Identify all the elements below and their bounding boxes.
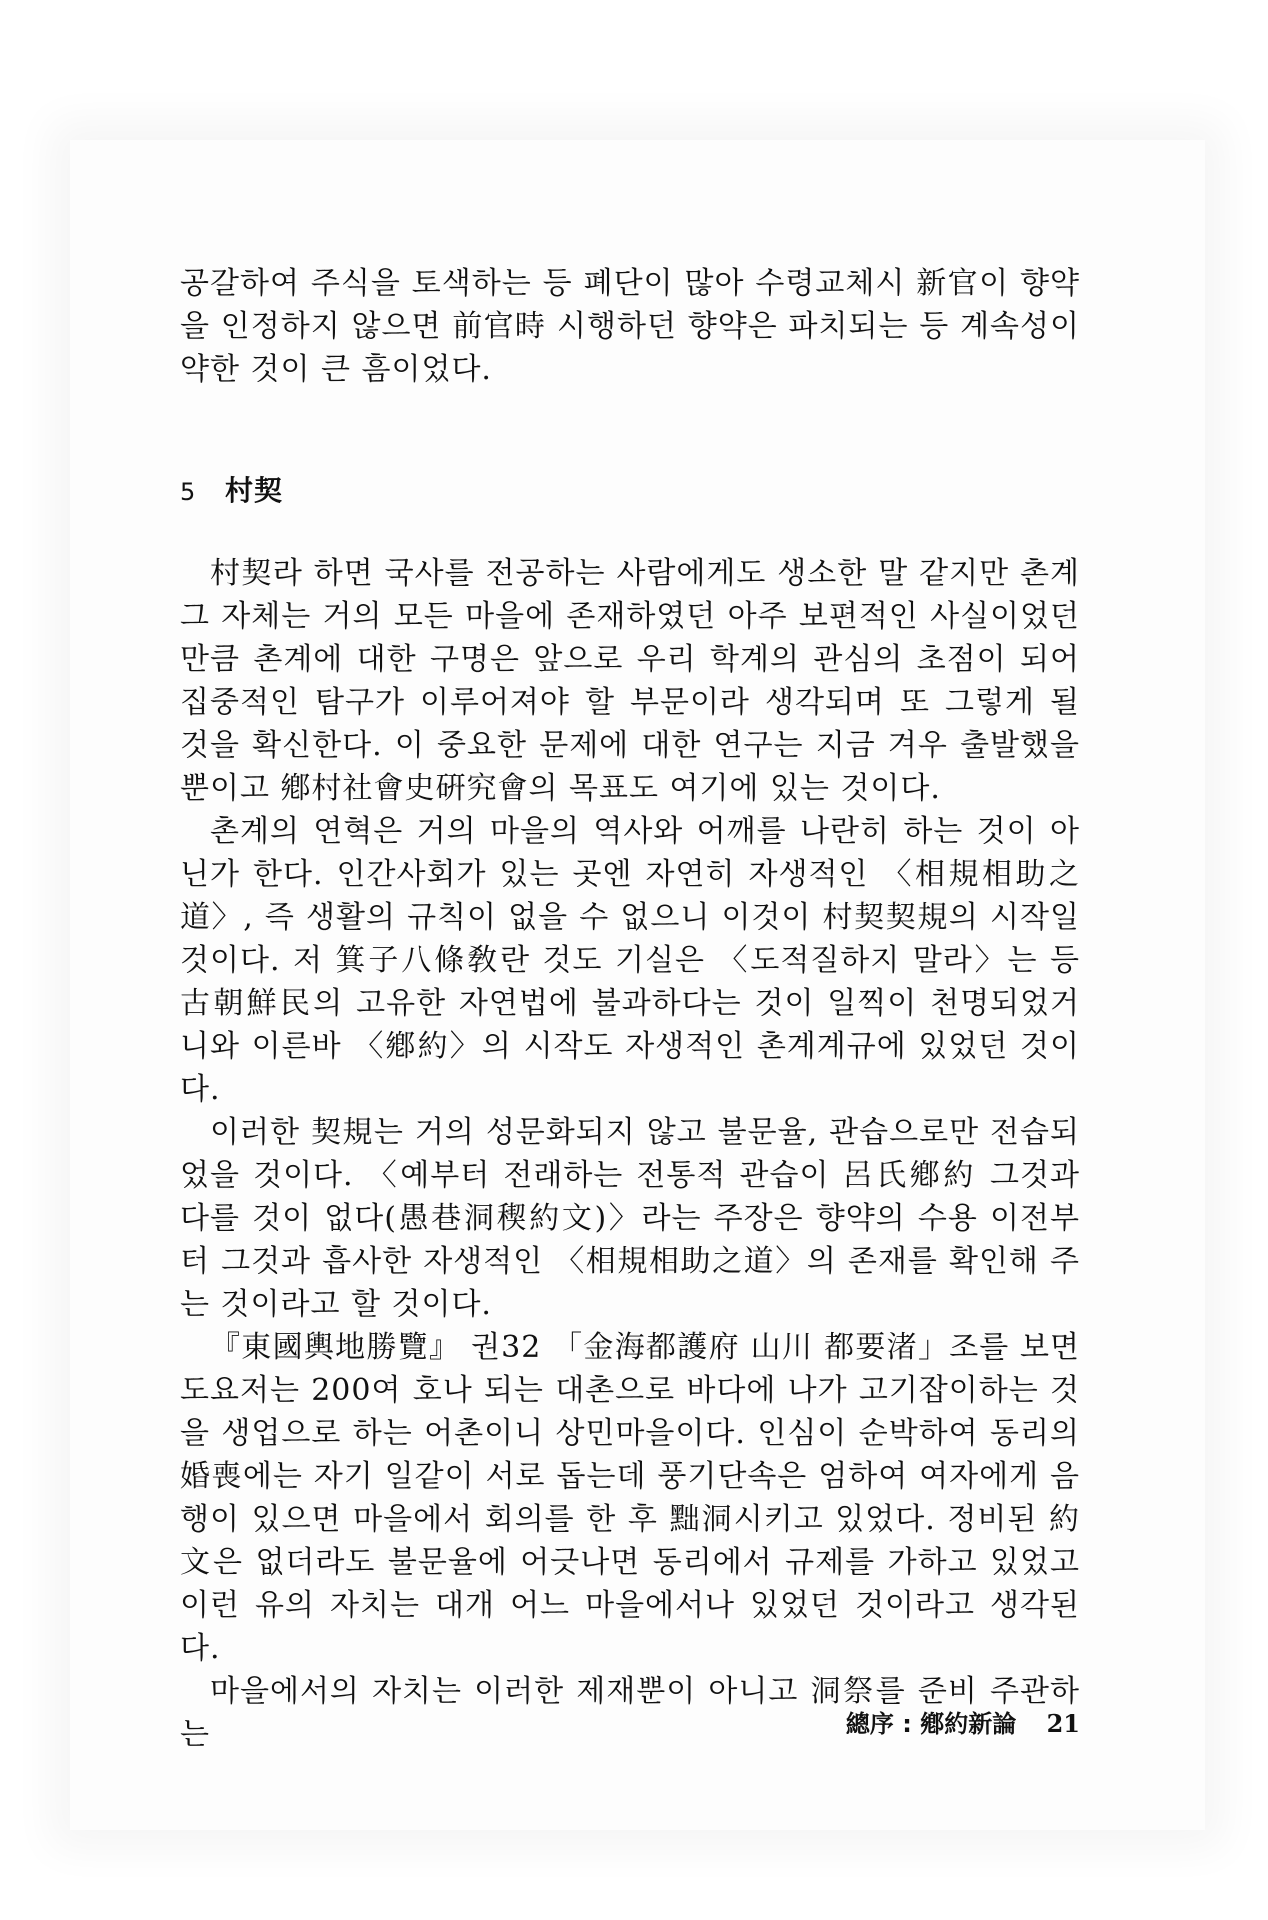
running-title: 總序 : 鄕約新論 (845, 1710, 1017, 1738)
section-number: 5 (180, 478, 197, 506)
page-number: 21 (1046, 1709, 1080, 1738)
continued-paragraph: 공갈하여 주식을 토색하는 등 폐단이 많아 수령교체시 新官이 향약을 인정하지 않으면 前官時 시행하던 향약은 파치되는 등 계속성이 약한 것이 큰 흠이었다. (180, 266, 1080, 387)
page-body (180, 262, 1080, 1756)
body-paragraph: 촌계의 연혁은 거의 마을의 역사와 어깨를 나란히 하는 것이 아닌가 한다. 인간사회가 있는 곳엔 자연히 자생적인 〈相規相助之道〉, 즉 생활의 규칙이 없을 수 없으니 이것이 村契契規의 시작일 것이다. 저 箕子八條敎란 것도 기실은 〈도적질하지 말라〉는 등 古朝鮮民의 고유한 자연법에 불과하다는 것이 일찍이 천명되었거니와 이른바 〈鄕約〉의 시작도 자생적인 촌계계규에 있었던 것이다. (180, 814, 1080, 1107)
body-paragraph: 이러한 契規는 거의 성문화되지 않고 불문율, 관습으로만 전습되었을 것이다. 〈예부터 전래하는 전통적 관습이 呂氏鄕約 그것과 다를 것이 없다(愚巷洞稧約文)〉라는 주장은 향약의 수용 이전부터 그것과 흡사한 자생적인 〈相規相助之道〉의 존재를 확인해 주는 것이라고 할 것이다. (180, 1115, 1080, 1322)
section-title: 村契 (225, 474, 284, 507)
section-heading (180, 471, 1080, 512)
body-paragraph: 村契라 하면 국사를 전공하는 사람에게도 생소한 말 같지만 촌계 그 자체는 거의 모든 마을에 존재하였던 아주 보편적인 사실이었던 만큼 촌계에 대한 구명은 앞으로 우리 학계의 관심의 초점이 되어 집중적인 탐구가 이루어져야 할 부문이라 생각되며 또 그렇게 될 것을 확신한다. 이 중요한 문제에 대한 연구는 지금 겨우 출발했을 뿐이고 鄕村社會史硏究會의 목표도 여기에 있는 것이다. (180, 556, 1080, 806)
body-paragraph: 마을에서의 자치는 이러한 제재뿐이 아니고 洞祭를 준비 주관하는 (180, 1674, 1080, 1752)
body-paragraph: 『東國輿地勝覽』 권32 「金海都護府 山川 都要渚」조를 보면 도요저는 200여 호나 되는 대촌으로 바다에 나가 고기잡이하는 것을 생업으로 하는 어촌이니 상민마을이다. 인심이 순박하여 동리의 婚喪에는 자기 일같이 서로 돕는데 풍기단속은 엄하여 여자에게 음행이 있으면 마을에서 회의를 한 후 黜洞시키고 있었다. 정비된 約文은 없더라도 불문율에 어긋나면 동리에서 규제를 가하고 있었고 이런 유의 자치는 대개 어느 마을에서나 있었던 것이라고 생각된다. (180, 1330, 1080, 1666)
page-footer (800, 1704, 1080, 1739)
